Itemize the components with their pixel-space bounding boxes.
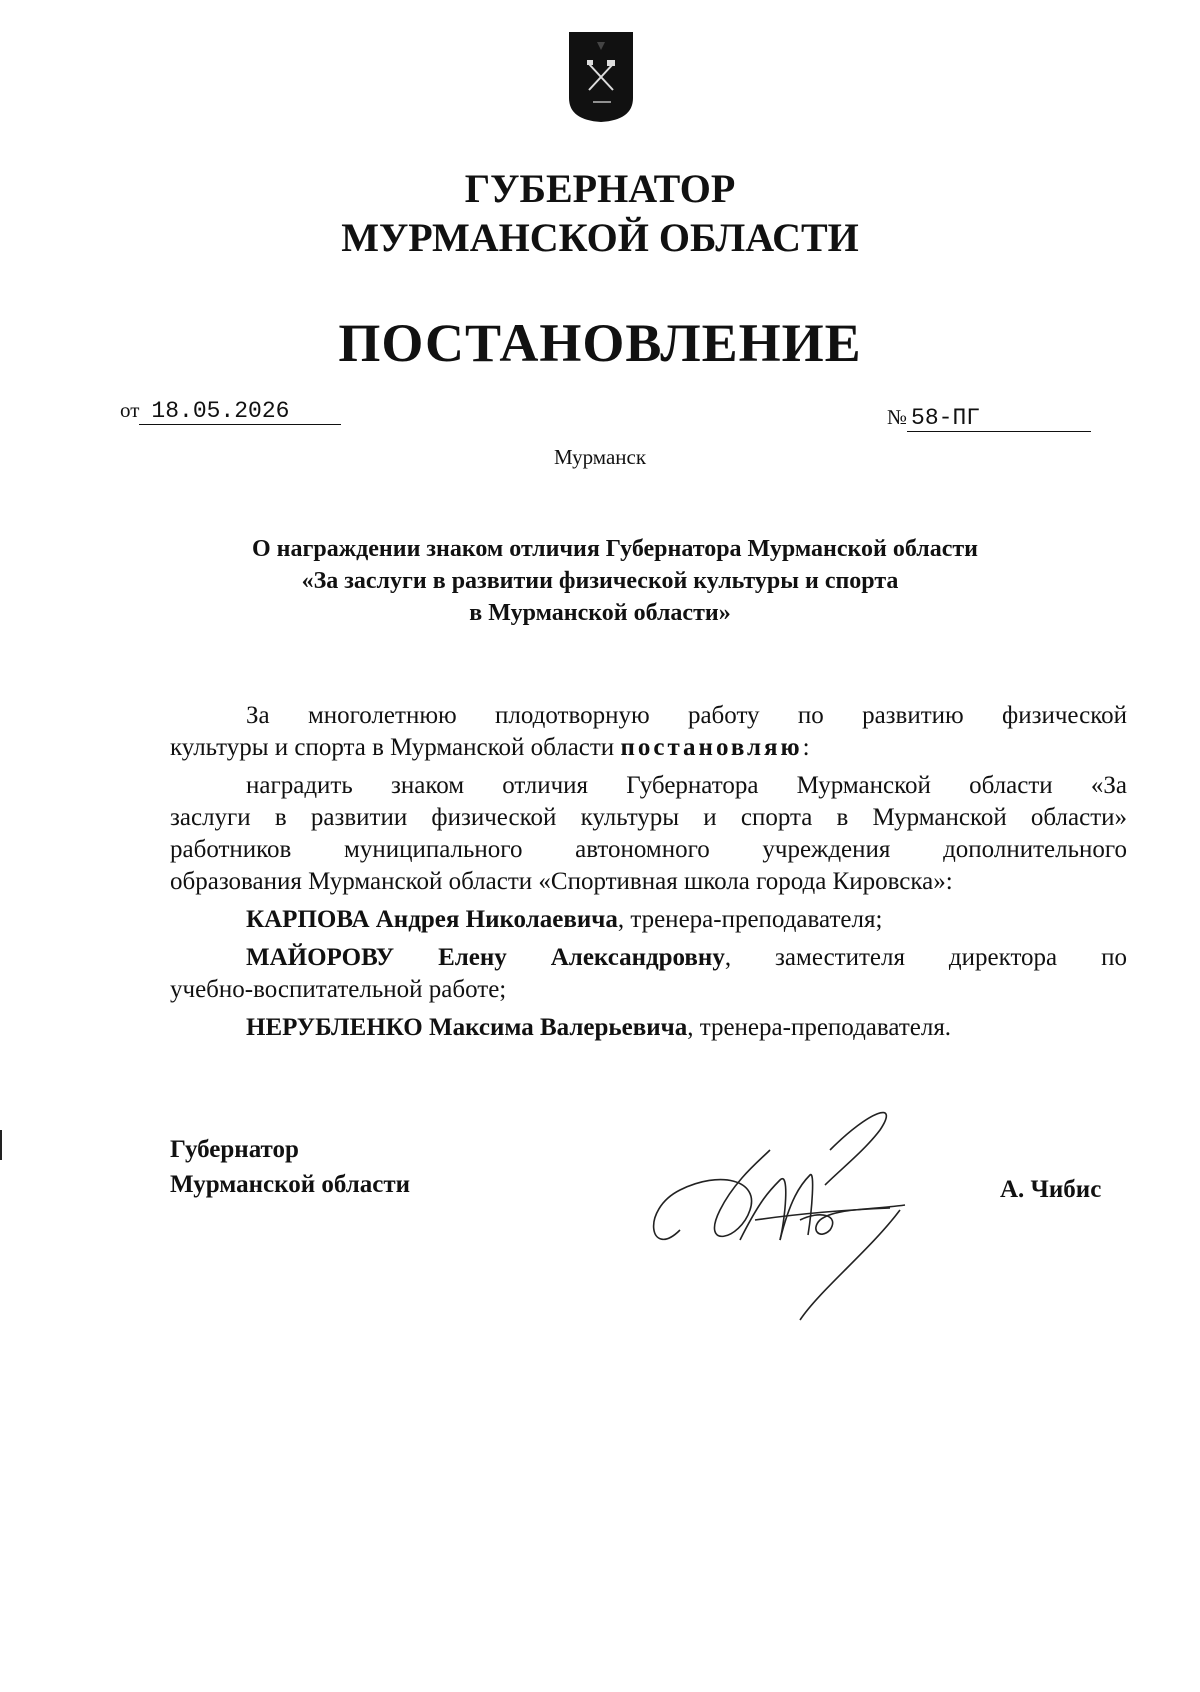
colon: : — [802, 734, 810, 761]
body-text: культуры и спорта в Мурманской области — [170, 734, 615, 761]
date-prefix: от — [120, 398, 140, 422]
body-line: образования Мурманской области «Спортивная школа города Кировска»: — [170, 868, 953, 895]
awardee-position: , заместителя директора по — [724, 944, 1127, 971]
scan-edge-mark — [0, 1130, 2, 1160]
awardee-2-cont: учебно-воспитательной работе; — [170, 976, 507, 1003]
date-field — [120, 398, 341, 425]
document-date: 18.05.2026 — [139, 398, 341, 425]
signatory-title — [170, 1132, 410, 1202]
document-type: ПОСТАНОВЛЕНИЕ — [338, 313, 862, 373]
org-title-line2: МУРМАНСКОЙ ОБЛАСТИ — [341, 215, 859, 260]
awardee-2 — [170, 942, 1127, 974]
body-line — [170, 732, 1127, 764]
number-field — [887, 405, 1091, 432]
org-title-line1: ГУБЕРНАТОР — [464, 166, 736, 211]
awardee-position: , тренера-преподавателя. — [687, 1014, 952, 1041]
signatory-title-line1: Губернатор — [170, 1136, 299, 1163]
awardee-name: Максима Валерьевича — [428, 1014, 688, 1041]
awardee-1 — [170, 904, 1127, 936]
coat-of-arms-emblem — [567, 30, 635, 124]
handwritten-signature — [640, 1090, 920, 1330]
signatory-title-line2: Мурманской области — [170, 1171, 411, 1198]
signatory-name: А. Чибис — [1000, 1176, 1102, 1203]
awardee-name: Андрея Николаевича — [375, 906, 618, 933]
body-line: заслуги в развитии физической культуры и спорта в Мурманской области» — [170, 804, 1127, 831]
awardee-surname: КАРПОВА — [246, 906, 370, 933]
awardee-surname: МАЙОРОВУ — [246, 944, 395, 971]
body-line: работников муниципального автономного учреждения дополнительного — [170, 836, 1127, 863]
awardee-position: , тренера-преподавателя; — [617, 906, 883, 933]
decree-keyword: постановляю — [620, 734, 803, 761]
number-prefix: № — [887, 405, 908, 429]
awardee-3 — [170, 1012, 1127, 1044]
document-number: 58-ПГ — [907, 405, 1091, 432]
subject-line3: в Мурманской области» — [469, 600, 731, 626]
body-line: наградить знаком отличия Губернатора Мурманской области «За — [246, 772, 1127, 799]
awardee-surname: НЕРУБЛЕНКО — [246, 1014, 423, 1041]
city: Мурманск — [553, 445, 647, 469]
awardee-name: Елену Александровну — [438, 944, 725, 971]
subject-line2: «За заслуги в развитии физической культуры и спорта — [301, 568, 899, 594]
subject-line1: О награждении знаком отличия Губернатора Мурманской области — [251, 536, 979, 562]
body-line: За многолетнюю плодотворную работу по развитию физической — [246, 702, 1127, 729]
